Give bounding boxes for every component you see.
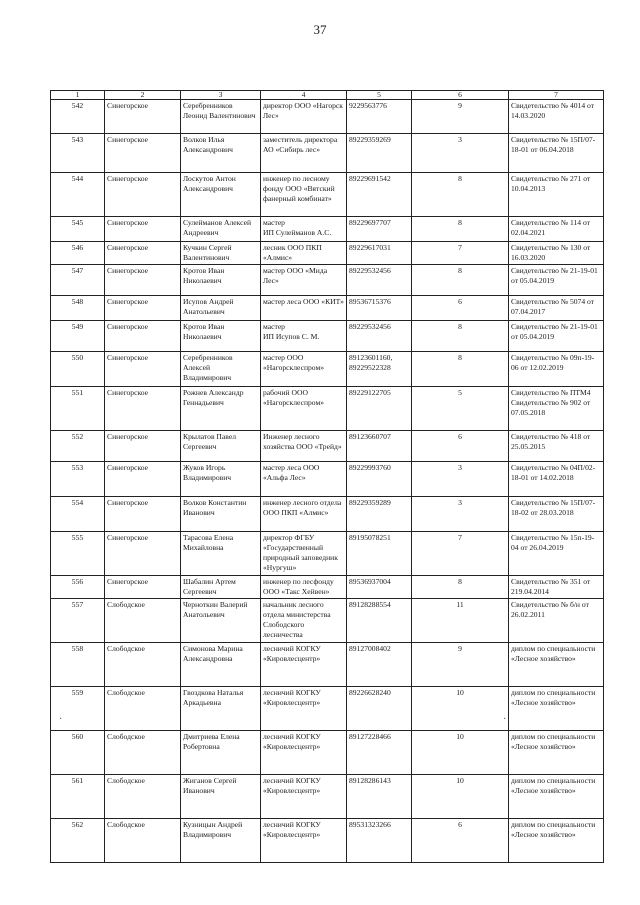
count-cell: 3 bbox=[412, 497, 509, 532]
scan-dot-mark: · bbox=[59, 714, 63, 725]
phone-cell: 89229122705 bbox=[347, 387, 412, 431]
name-cell: Крылатов Павел Сергеевич bbox=[181, 431, 261, 462]
position-cell: начальник лесного отдела министерства Слободского лесничества bbox=[261, 599, 347, 643]
name-cell: Волков Илья Александрович bbox=[181, 134, 261, 173]
table-row bbox=[51, 687, 604, 731]
count-cell: 11 bbox=[412, 599, 509, 643]
name-cell: Тарасова Елена Михайловна bbox=[181, 532, 261, 576]
position-cell: инженер по лесному фонду ООО «Вятский фанерный комбинат» bbox=[261, 173, 347, 217]
name-cell: Кротов Иван Николаевич bbox=[181, 265, 261, 296]
count-cell: 9 bbox=[412, 100, 509, 134]
phone-cell: 89127008402 bbox=[347, 643, 412, 687]
position-cell: лесничий КОГКУ «Кировлесцентр» bbox=[261, 819, 347, 863]
table-row bbox=[51, 431, 604, 462]
district-cell: Синегорское bbox=[105, 296, 181, 321]
phone-cell: 89229697707 bbox=[347, 217, 412, 242]
name-cell: Дмитриева Елена Робертовна bbox=[181, 731, 261, 775]
district-cell: Слободское bbox=[105, 775, 181, 819]
document-cell: Свидетельство № 15П/07-18-01 от 06.04.2018 bbox=[509, 134, 604, 173]
phone-cell: 89229691542 bbox=[347, 173, 412, 217]
table-row bbox=[51, 173, 604, 217]
document-cell: Свидетельство № б/н от 26.02.2011 bbox=[509, 599, 604, 643]
document-cell: диплом по специальности «Лесное хозяйство» bbox=[509, 687, 604, 731]
position-cell: заместитель директора АО «Сибирь лес» bbox=[261, 134, 347, 173]
name-cell: Лоскутов Антон Александрович bbox=[181, 173, 261, 217]
phone-cell: 89226628240 bbox=[347, 687, 412, 731]
name-cell: Серебренников Леонид Валентинович bbox=[181, 100, 261, 134]
table-row bbox=[51, 497, 604, 532]
column-header: 1 bbox=[51, 91, 105, 100]
phone-cell: 89195078251 bbox=[347, 532, 412, 576]
table-row bbox=[51, 775, 604, 819]
name-cell: Кучкин Сергей Валентинович bbox=[181, 242, 261, 265]
district-cell: Слободское bbox=[105, 819, 181, 863]
document-cell: Свидетельство № 114 от 02.04.2021 bbox=[509, 217, 604, 242]
count-cell: 8 bbox=[412, 576, 509, 599]
count-cell: 8 bbox=[412, 352, 509, 387]
document-cell: диплом по специальности «Лесное хозяйство» bbox=[509, 731, 604, 775]
name-cell: Сулейманов Алексей Андреевич bbox=[181, 217, 261, 242]
position-cell: мастер ИП Исупов С. М. bbox=[261, 321, 347, 352]
count-cell: 6 bbox=[412, 296, 509, 321]
table-row bbox=[51, 321, 604, 352]
document-cell: диплом по специальности «Лесное хозяйство» bbox=[509, 819, 604, 863]
district-cell: Слободское bbox=[105, 643, 181, 687]
count-cell: 10 bbox=[412, 731, 509, 775]
row-number: 559 bbox=[51, 687, 105, 731]
count-cell: 7 bbox=[412, 532, 509, 576]
position-cell: лесничий КОГКУ «Кировлесцентр» bbox=[261, 731, 347, 775]
scan-dot-mark: · bbox=[503, 714, 507, 725]
district-cell: Синегорское bbox=[105, 173, 181, 217]
document-cell: Свидетельство № 09п-19-06 от 12.02.2019 bbox=[509, 352, 604, 387]
count-cell: 3 bbox=[412, 134, 509, 173]
phone-cell: 89123601160, 89229522328 bbox=[347, 352, 412, 387]
position-cell: директор ООО «Нагорск Лес» bbox=[261, 100, 347, 134]
district-cell: Синегорское bbox=[105, 576, 181, 599]
column-header: 5 bbox=[347, 91, 412, 100]
name-cell: Черноткин Валерий Анатольевич bbox=[181, 599, 261, 643]
row-number: 562 bbox=[51, 819, 105, 863]
row-number: 544 bbox=[51, 173, 105, 217]
count-cell: 8 bbox=[412, 321, 509, 352]
phone-cell: 89128286143 bbox=[347, 775, 412, 819]
row-number: 560 bbox=[51, 731, 105, 775]
row-number: 542 bbox=[51, 100, 105, 134]
district-cell: Синегорское bbox=[105, 431, 181, 462]
district-cell: Синегорское bbox=[105, 100, 181, 134]
table-row bbox=[51, 462, 604, 497]
table-row bbox=[51, 819, 604, 863]
phone-cell: 89229993760 bbox=[347, 462, 412, 497]
column-header: 7 bbox=[509, 91, 604, 100]
row-number: 546 bbox=[51, 242, 105, 265]
name-cell: Жиганов Сергей Иванович bbox=[181, 775, 261, 819]
row-number: 552 bbox=[51, 431, 105, 462]
document-cell: Свидетельство № 130 от 16.03.2020 bbox=[509, 242, 604, 265]
table-row bbox=[51, 643, 604, 687]
district-cell: Синегорское bbox=[105, 265, 181, 296]
count-cell: 5 bbox=[412, 387, 509, 431]
document-cell: Свидетельство № ПТМ4 Свидетельство № 902 от 07.05.2018 bbox=[509, 387, 604, 431]
registry-table bbox=[50, 90, 604, 863]
position-cell: инженер по лесфонду ООО «Такс Хейвен» bbox=[261, 576, 347, 599]
phone-cell: 89128288554 bbox=[347, 599, 412, 643]
district-cell: Синегорское bbox=[105, 321, 181, 352]
row-number: 550 bbox=[51, 352, 105, 387]
name-cell: Шабалин Артем Сергеевич bbox=[181, 576, 261, 599]
table-row bbox=[51, 576, 604, 599]
position-cell: Инженер лесного хозяйства ООО «Трейд» bbox=[261, 431, 347, 462]
table-row bbox=[51, 242, 604, 265]
row-number: 561 bbox=[51, 775, 105, 819]
phone-cell: 89229532456 bbox=[347, 321, 412, 352]
row-number: 553 bbox=[51, 462, 105, 497]
position-cell: инженер лесного отдела ООО ПКП «Алмис» bbox=[261, 497, 347, 532]
phone-cell: 9229563776 bbox=[347, 100, 412, 134]
count-cell: 9 bbox=[412, 643, 509, 687]
table-row bbox=[51, 731, 604, 775]
column-header: 6 bbox=[412, 91, 509, 100]
district-cell: Слободское bbox=[105, 599, 181, 643]
table-row bbox=[51, 599, 604, 643]
phone-cell: 89229359269 bbox=[347, 134, 412, 173]
header-row bbox=[51, 91, 604, 100]
document-cell: Свидетельство № 271 от 10.04.2013 bbox=[509, 173, 604, 217]
district-cell: Синегорское bbox=[105, 134, 181, 173]
table-row bbox=[51, 296, 604, 321]
name-cell: Рожнев Александр Геннадьевич bbox=[181, 387, 261, 431]
row-number: 557 bbox=[51, 599, 105, 643]
count-cell: 6 bbox=[412, 431, 509, 462]
count-cell: 8 bbox=[412, 265, 509, 296]
document-cell: Свидетельство № 21-19-01 от 05.04.2019 bbox=[509, 265, 604, 296]
document-cell: Свидетельство № 4014 от 14.03.2020 bbox=[509, 100, 604, 134]
table-row bbox=[51, 387, 604, 431]
row-number: 558 bbox=[51, 643, 105, 687]
column-header: 2 bbox=[105, 91, 181, 100]
district-cell: Синегорское bbox=[105, 532, 181, 576]
row-number: 545 bbox=[51, 217, 105, 242]
count-cell: 8 bbox=[412, 173, 509, 217]
district-cell: Синегорское bbox=[105, 352, 181, 387]
name-cell: Исупов Андрей Анатольевич bbox=[181, 296, 261, 321]
document-cell: Свидетельство № 5074 от 07.04.2017 bbox=[509, 296, 604, 321]
document-cell: Свидетельство № 351 от 219.04.2014 bbox=[509, 576, 604, 599]
district-cell: Синегорское bbox=[105, 387, 181, 431]
row-number: 549 bbox=[51, 321, 105, 352]
table-row bbox=[51, 134, 604, 173]
table-row bbox=[51, 532, 604, 576]
table-row bbox=[51, 100, 604, 134]
row-number: 543 bbox=[51, 134, 105, 173]
document-cell: Свидетельство № 21-19-01 от 05.04.2019 bbox=[509, 321, 604, 352]
district-cell: Слободское bbox=[105, 687, 181, 731]
position-cell: мастер ООО «Нагорсклеспром» bbox=[261, 352, 347, 387]
phone-cell: 89229359289 bbox=[347, 497, 412, 532]
name-cell: Гвоздкова Наталья Аркадьевна bbox=[181, 687, 261, 731]
position-cell: рабочий ООО «Нагорсклеспром» bbox=[261, 387, 347, 431]
position-cell: мастер ИП Сулейманов А.С. bbox=[261, 217, 347, 242]
phone-cell: 89229617031 bbox=[347, 242, 412, 265]
document-cell: Свидетельство № 418 от 25.05.2015 bbox=[509, 431, 604, 462]
position-cell: лесничий КОГКУ «Кировлесцентр» bbox=[261, 687, 347, 731]
phone-cell: 89127228466 bbox=[347, 731, 412, 775]
count-cell: 7 bbox=[412, 242, 509, 265]
phone-cell: 89536715376 bbox=[347, 296, 412, 321]
row-number: 548 bbox=[51, 296, 105, 321]
position-cell: лесник ООО ПКП «Алмис» bbox=[261, 242, 347, 265]
position-cell: лесничий КОГКУ «Кировлесцентр» bbox=[261, 775, 347, 819]
table-row bbox=[51, 217, 604, 242]
phone-cell: 89229532456 bbox=[347, 265, 412, 296]
phone-cell: 89531323266 bbox=[347, 819, 412, 863]
row-number: 554 bbox=[51, 497, 105, 532]
table-row bbox=[51, 352, 604, 387]
position-cell: директор ФГБУ «Государственный природный заповедник «Нургуш» bbox=[261, 532, 347, 576]
row-number: 556 bbox=[51, 576, 105, 599]
name-cell: Жуков Игорь Владимирович bbox=[181, 462, 261, 497]
position-cell: мастер леса ООО «Альфа Лес» bbox=[261, 462, 347, 497]
row-number: 547 bbox=[51, 265, 105, 296]
position-cell: мастер леса ООО «КИТ» bbox=[261, 296, 347, 321]
name-cell: Симонова Марина Александровна bbox=[181, 643, 261, 687]
count-cell: 10 bbox=[412, 775, 509, 819]
count-cell: 3 bbox=[412, 462, 509, 497]
count-cell: 6 bbox=[412, 819, 509, 863]
district-cell: Синегорское bbox=[105, 217, 181, 242]
name-cell: Кротов Иван Николаевич bbox=[181, 321, 261, 352]
count-cell: 10 bbox=[412, 687, 509, 731]
name-cell: Волков Константин Иванович bbox=[181, 497, 261, 532]
row-number: 551 bbox=[51, 387, 105, 431]
position-cell: мастер ООО «Мида Лес» bbox=[261, 265, 347, 296]
document-cell: Свидетельство № 15п-19-04 от 26.04.2019 bbox=[509, 532, 604, 576]
document-cell: диплом по специальности «Лесное хозяйство» bbox=[509, 643, 604, 687]
page-number: 37 bbox=[313, 22, 327, 37]
column-header: 4 bbox=[261, 91, 347, 100]
position-cell: лесничий КОГКУ «Кировлесцентр» bbox=[261, 643, 347, 687]
name-cell: Кузницын Андрей Владимирович bbox=[181, 819, 261, 863]
district-cell: Слободское bbox=[105, 731, 181, 775]
district-cell: Синегорское bbox=[105, 462, 181, 497]
document-cell: диплом по специальности «Лесное хозяйство» bbox=[509, 775, 604, 819]
district-cell: Синегорское bbox=[105, 497, 181, 532]
document-cell: Свидетельство № 04П/02-18-01 от 14.02.2018 bbox=[509, 462, 604, 497]
district-cell: Синегорское bbox=[105, 242, 181, 265]
document-cell: Свидетельство № 15П/07-18-02 от 28.03.2018 bbox=[509, 497, 604, 532]
phone-cell: 89123660707 bbox=[347, 431, 412, 462]
phone-cell: 89536937004 bbox=[347, 576, 412, 599]
count-cell: 8 bbox=[412, 217, 509, 242]
row-number: 555 bbox=[51, 532, 105, 576]
name-cell: Серебренников Алексей Владимирович bbox=[181, 352, 261, 387]
table-row bbox=[51, 265, 604, 296]
column-header: 3 bbox=[181, 91, 261, 100]
